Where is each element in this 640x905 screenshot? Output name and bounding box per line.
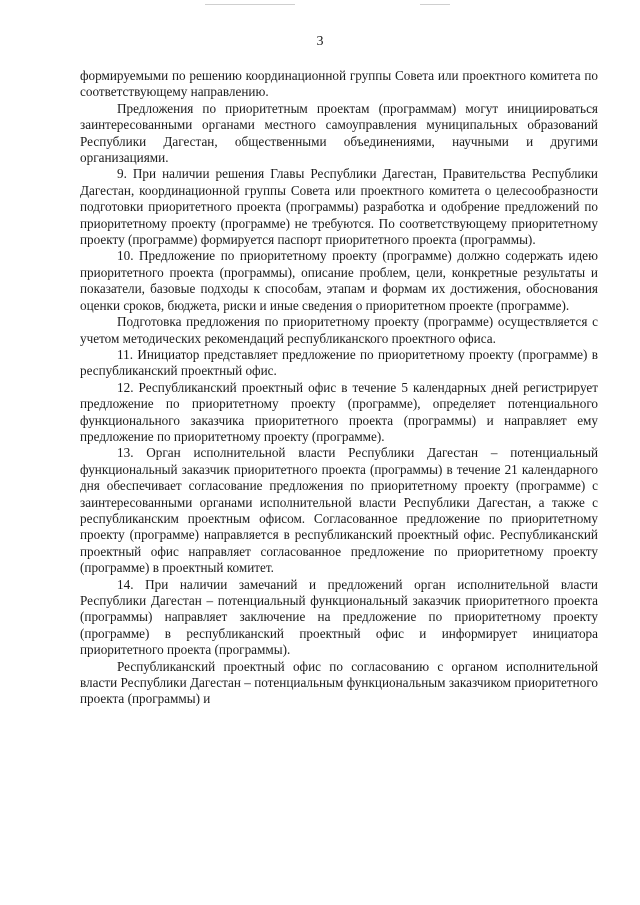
paragraph: 9. При наличии решения Главы Республики Дагестан, Правительства Республики Дагестан, координационной группы Совета или проектного комитета о целесообразности подготовки приоритетного проекта (программы) разработка и одобрение предложений по приоритетному проекту (программе) не требуются. По соответствующему приоритетному проекту (программе) формируется паспорт приоритетного проекта (программы). bbox=[80, 166, 598, 248]
paragraph: 13. Орган исполнительной власти Республики Дагестан – потенциальный функциональный заказчик приоритетного проекта (программы) в течение 21 календарного дня обеспечивает согласование предложения по приоритетному проекту (программе) с заинтересованными органами исполнительной власти Республики Дагестан, а также с республиканским проектным офисом. Согласованное предложение по приоритетному проекту (программе) направляется в республиканский проектный офис. Республиканский проектный офис направляет согласованное предложение по приоритетному проекту (программе) в проектный комитет. bbox=[80, 445, 598, 576]
paragraph: Подготовка предложения по приоритетному проекту (программе) осуществляется с учетом методических рекомендаций республиканского проектного офиса. bbox=[80, 314, 598, 346]
scan-artifact-top bbox=[205, 4, 295, 5]
paragraph: 10. Предложение по приоритетному проекту (программе) должно содержать идею приоритетного проекта (программы), описание проблем, цели, конкретные результаты и показатели, базовые подходы к способам, этапам и формам их достижения, обоснования оценки сроков, бюджета, риски и иные сведения о приоритетном проекте (программе). bbox=[80, 248, 598, 313]
paragraph: формируемыми по решению координационной группы Совета или проектного комитета по соответствующему направлению. bbox=[80, 68, 598, 100]
paragraph: Республиканский проектный офис по согласованию с органом исполнительной власти Республики Дагестан – потенциальным функциональным заказчиком приоритетного проекта (программы) и bbox=[80, 658, 598, 707]
page-number: 3 bbox=[316, 34, 324, 49]
document-body bbox=[80, 68, 598, 708]
paragraph: 11. Инициатор представляет предложение по приоритетному проекту (программе) в республиканский проектный офис. bbox=[80, 346, 598, 379]
paragraph: Предложения по приоритетным проектам (программам) могут инициироваться заинтересованными органами местного самоуправления муниципальных образований Республики Дагестан, общественными объединениями, научными и другими организациями. bbox=[80, 100, 598, 166]
paragraph: 14. При наличии замечаний и предложений орган исполнительной власти Республики Дагестан – потенциальный функциональный заказчик приоритетного проекта (программы) направляет заключение на предложение по приоритетному проекту (программе) в республиканский проектный офис и информирует инициатора приоритетного проекта (программы). bbox=[80, 576, 598, 658]
scan-artifact-top-right bbox=[420, 4, 450, 5]
paragraph: 12. Республиканский проектный офис в течение 5 календарных дней регистрирует предложение по приоритетному проекту (программе), определяет потенциального функционального заказчика приоритетного проекта (программы) и направляет ему предложение по приоритетному проекту (программе). bbox=[80, 379, 598, 444]
